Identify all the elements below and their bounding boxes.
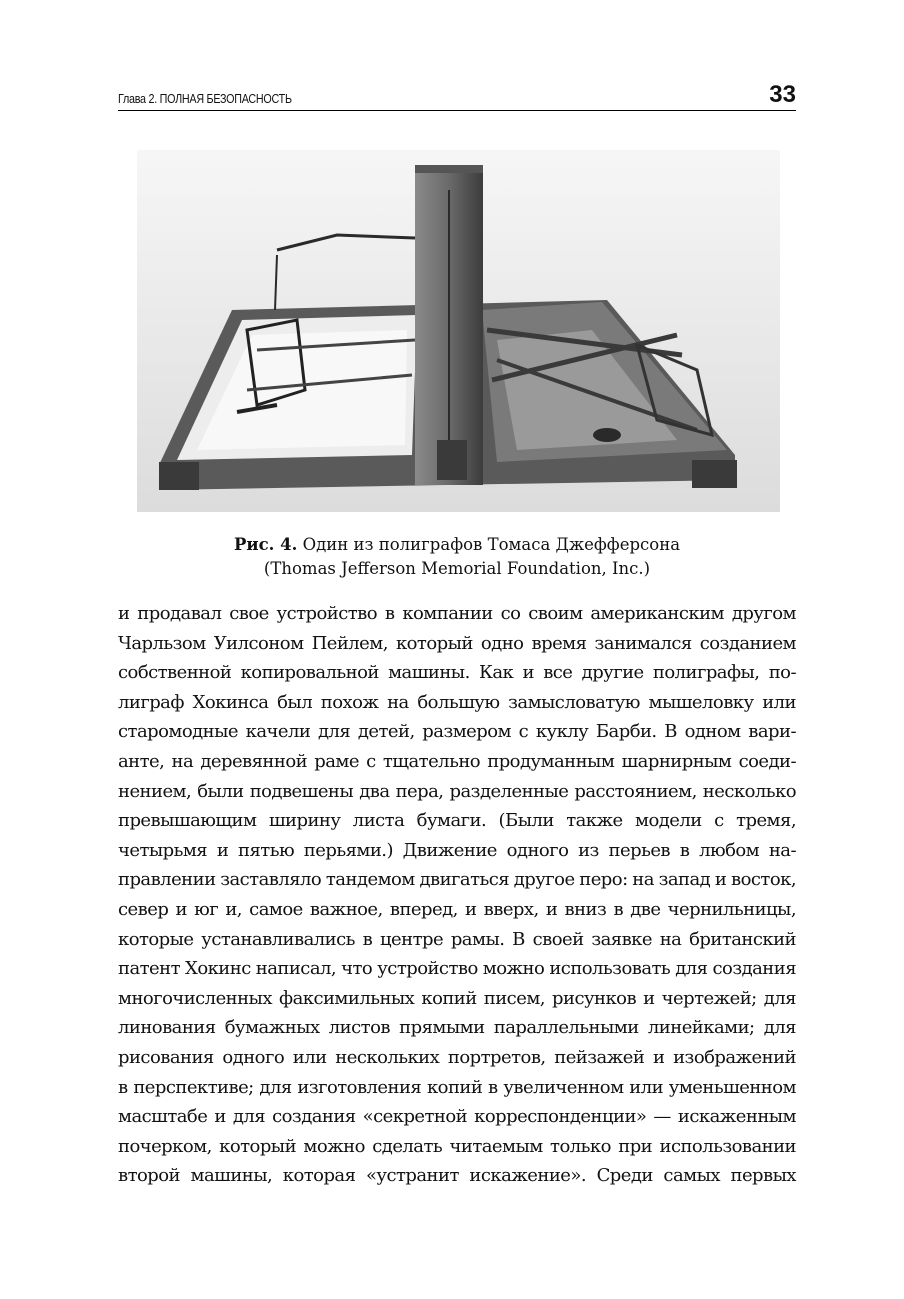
text-line: рисования одного или нескольких портретов, пейзажей и изображений (118, 1046, 796, 1068)
running-head (118, 80, 796, 111)
page-number: 33 (769, 81, 796, 108)
text-line: масштабе и для создания «секретной корреспонденции» — искаженным (118, 1106, 796, 1128)
text-line: почерком, который можно сделать читаемым только при использовании (118, 1135, 796, 1157)
caption-line-2: (Thomas Jefferson Memorial Foundation, Inc.) (263, 559, 651, 578)
body-text (118, 599, 796, 1191)
text-line: анте, на деревянной раме с тщательно продуманным шарнирным соеди- (118, 750, 796, 772)
text-line: второй машины, которая «устранит искажение». Среди самых первых (118, 1165, 796, 1187)
caption-text: Один из полиграфов Томаса Джефферсона (297, 535, 681, 554)
text-line: нением, были подвешены два пера, разделенные расстоянием, несколько (118, 780, 796, 802)
text-line: старомодные качели для детей, размером с куклу Барби. В одном вари- (118, 721, 796, 743)
text-line: четырьмя и пятью перьями.) Движение одного из перьев в любом на- (118, 839, 796, 861)
polygraph-illustration (137, 150, 780, 512)
text-line: Чарльзом Уилсоном Пейлем, который одно время занимался созданием (118, 632, 796, 654)
text-line: север и юг и, самое важное, вперед, и вверх, и вниз в две чернильницы, (118, 898, 796, 920)
text-line: лиграф Хокинса был похож на большую замысловатую мышеловку или (118, 691, 796, 713)
text-line: патент Хокинс написал, что устройство можно использовать для создания (118, 958, 796, 980)
text-line: которые устанавливались в центре рамы. В своей заявке на британский (118, 928, 796, 950)
text-line: линования бумажных листов прямыми параллельными линейками; для (118, 1017, 796, 1039)
text-line: правлении заставляло тандемом двигаться другое перо: на запад и восток, (118, 869, 796, 891)
text-line: и продавал свое устройство в компании со своим американским другом (118, 603, 796, 624)
figure-polygraph-photo (137, 150, 780, 512)
figure-label: Рис. 4. (233, 535, 298, 554)
text-line: собственной копировальной машины. Как и все другие полиграфы, по- (118, 662, 796, 684)
chapter-title: Глава 2. ПОЛНАЯ БЕЗОПАСНОСТЬ (118, 92, 292, 106)
text-line: в перспективе; для изготовления копий в увеличенном или уменьшенном (118, 1076, 796, 1098)
caption-line-1 (118, 533, 796, 557)
text-line: превышающим ширину листа бумаги. (Были также модели с тремя, (118, 810, 796, 832)
figure-caption (118, 533, 796, 581)
text-line: многочисленных факсимильных копий писем, рисунков и чертежей; для (118, 987, 796, 1009)
